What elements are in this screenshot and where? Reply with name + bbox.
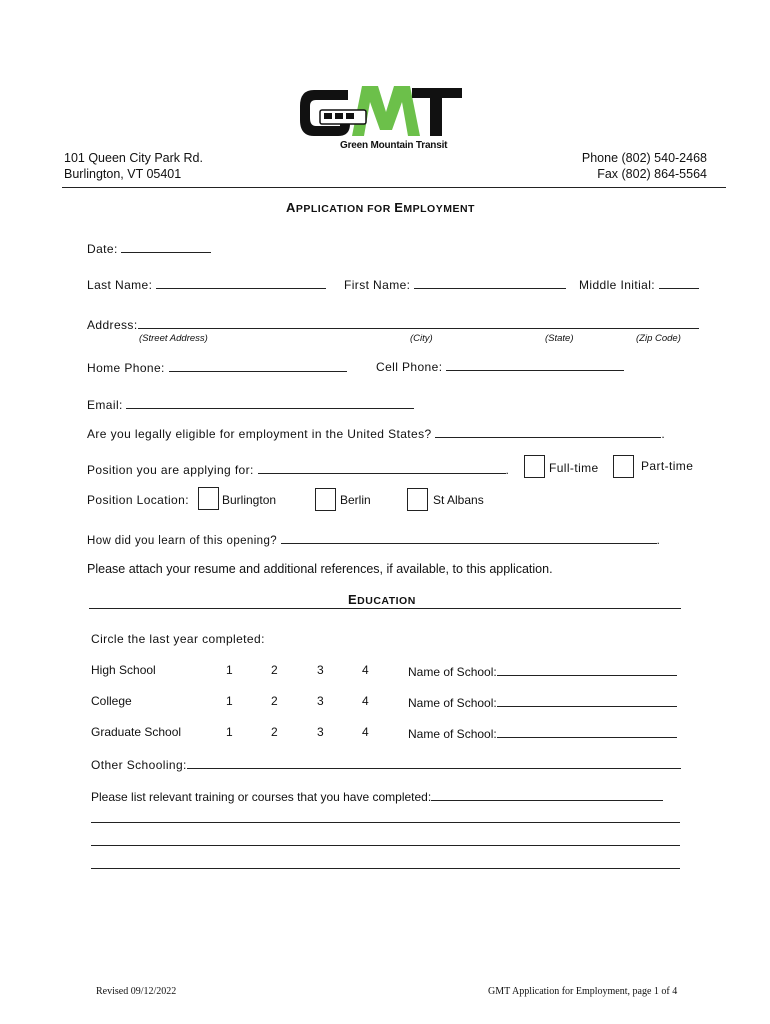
state-caption: (State) — [545, 333, 574, 344]
last-name-line[interactable] — [156, 276, 326, 289]
middle-initial-field[interactable] — [579, 276, 699, 292]
street-caption: (Street Address) — [139, 333, 208, 344]
title-initial-a: A — [286, 200, 296, 215]
first-name-line[interactable] — [414, 276, 566, 289]
year-3[interactable]: 3 — [317, 725, 324, 739]
st-albans-checkbox[interactable] — [407, 488, 428, 511]
year-1[interactable]: 1 — [226, 725, 233, 739]
circle-instruction: Circle the last year completed: — [91, 632, 265, 646]
page-footer: GMT Application for Employment, page 1 of 4 — [488, 986, 678, 997]
address-label: Address: — [87, 318, 138, 332]
year-3[interactable]: 3 — [317, 663, 324, 677]
year-4[interactable]: 4 — [362, 663, 369, 677]
city-caption: (City) — [410, 333, 433, 344]
year-3[interactable]: 3 — [317, 694, 324, 708]
last-name-label: Last Name: — [87, 278, 153, 292]
education-rest: DUCATION — [357, 595, 416, 607]
education-heading — [348, 592, 416, 607]
cell-phone-line[interactable] — [446, 358, 624, 371]
eligibility-label: Are you legally eligible for employment in the United States? — [87, 427, 432, 441]
other-schooling-field[interactable] — [91, 756, 681, 772]
training-line-2[interactable] — [91, 822, 680, 823]
year-2[interactable]: 2 — [271, 694, 278, 708]
berlin-checkbox[interactable] — [315, 488, 336, 511]
training-line-3[interactable] — [91, 845, 680, 846]
school-name-field[interactable] — [408, 663, 677, 679]
address-line-2: Burlington, VT 05401 — [64, 167, 182, 181]
email-line[interactable] — [126, 396, 414, 409]
burlington-checkbox[interactable] — [198, 487, 219, 510]
school-name-label: Name of School: — [408, 665, 497, 679]
school-name-line[interactable] — [497, 663, 677, 676]
school-name-line[interactable] — [497, 725, 677, 738]
year-1[interactable]: 1 — [226, 663, 233, 677]
year-1[interactable]: 1 — [226, 694, 233, 708]
position-label: Position you are applying for: — [87, 463, 254, 477]
education-divider — [89, 608, 681, 609]
page-title — [286, 200, 475, 215]
education-level-label: Graduate School — [91, 725, 182, 739]
training-line-4[interactable] — [91, 868, 680, 869]
year-2[interactable]: 2 — [271, 663, 278, 677]
first-name-label: First Name: — [344, 278, 411, 292]
school-name-line[interactable] — [497, 694, 677, 707]
training-label: Please list relevant training or courses that you have completed: — [91, 790, 432, 804]
title-initial-e: E — [394, 200, 404, 215]
education-level-label: High School — [91, 663, 156, 677]
school-name-label: Name of School: — [408, 696, 497, 710]
learn-label: How did you learn of this opening? — [87, 535, 278, 547]
date-label: Date: — [87, 242, 118, 256]
eligibility-field[interactable]: Are you legally eligible for employment in the United States? . — [87, 427, 666, 441]
address-line-1: 101 Queen City Park Rd. — [64, 151, 203, 165]
email-label: Email: — [87, 398, 123, 412]
training-field[interactable] — [91, 788, 663, 804]
eligibility-line[interactable] — [435, 425, 661, 438]
home-phone-line[interactable] — [169, 359, 347, 372]
full-time-checkbox[interactable] — [524, 455, 545, 478]
position-line[interactable] — [258, 461, 506, 474]
home-phone-label: Home Phone: — [87, 361, 165, 375]
year-4[interactable]: 4 — [362, 725, 369, 739]
year-2[interactable]: 2 — [271, 725, 278, 739]
first-name-field[interactable] — [344, 276, 566, 292]
other-schooling-label: Other Schooling: — [91, 758, 187, 772]
berlin-label: Berlin — [340, 493, 371, 507]
phone-number: Phone (802) 540-2468 — [581, 151, 707, 165]
school-name-label: Name of School: — [408, 727, 497, 741]
middle-initial-line[interactable] — [659, 276, 699, 289]
burlington-label: Burlington — [222, 493, 277, 507]
header-divider — [62, 187, 726, 188]
school-name-field[interactable] — [408, 725, 677, 741]
title-part-1: PPLICATION FOR — [295, 203, 395, 215]
attach-note: Please attach your resume and additional references, if available, to this application. — [87, 562, 553, 576]
middle-initial-label: Middle Initial: — [579, 278, 656, 292]
home-phone-field[interactable] — [87, 359, 347, 375]
position-field[interactable]: Position you are applying for: . — [87, 463, 510, 477]
part-time-checkbox[interactable] — [613, 455, 634, 478]
cell-phone-label: Cell Phone: — [376, 360, 443, 374]
title-part-2: MPLOYMENT — [403, 203, 475, 215]
zip-caption: (Zip Code) — [636, 333, 681, 344]
learn-line[interactable] — [281, 531, 657, 544]
last-name-field[interactable] — [87, 276, 326, 292]
email-field[interactable] — [87, 396, 414, 412]
location-label: Position Location: — [87, 493, 189, 507]
school-name-field[interactable] — [408, 694, 677, 710]
address-line[interactable] — [138, 316, 699, 329]
education-level-label: College — [91, 694, 132, 708]
address-field[interactable] — [87, 316, 699, 332]
other-schooling-line[interactable] — [187, 756, 681, 769]
part-time-label: Part-time — [641, 459, 694, 473]
date-field[interactable] — [87, 240, 211, 256]
gmt-logo — [296, 78, 466, 154]
cell-phone-field[interactable] — [376, 358, 624, 374]
fax-number: Fax (802) 864-5564 — [597, 167, 707, 181]
learn-field[interactable]: How did you learn of this opening? . — [87, 531, 660, 547]
st-albans-label: St Albans — [433, 493, 484, 507]
logo-subtitle: Green Mountain Transit — [340, 140, 448, 151]
full-time-label: Full-time — [549, 461, 599, 475]
education-initial: E — [348, 592, 358, 607]
revised-date: Revised 09/12/2022 — [96, 986, 177, 997]
training-line[interactable] — [431, 788, 663, 801]
date-line[interactable] — [121, 240, 211, 253]
year-4[interactable]: 4 — [362, 694, 369, 708]
